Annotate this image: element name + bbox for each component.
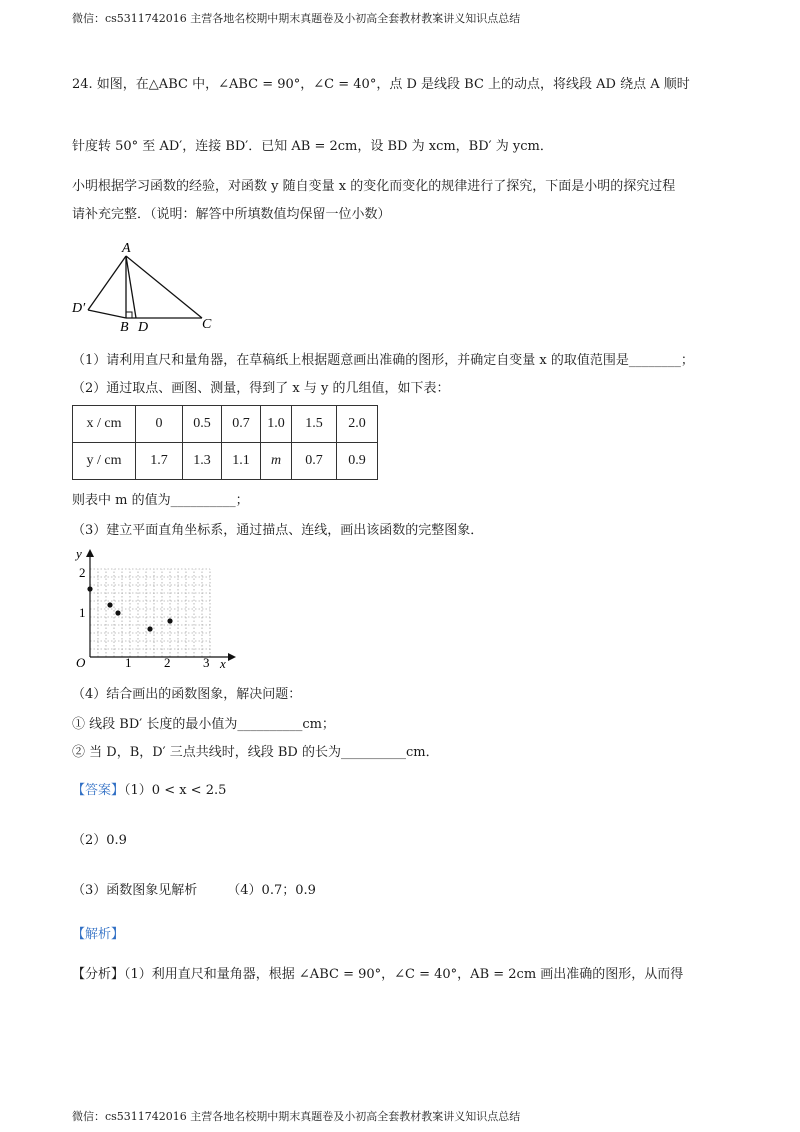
- answer-2: （2）0.9: [72, 833, 127, 848]
- y-cell-m: m: [261, 443, 292, 480]
- segment-AC: [126, 256, 202, 318]
- answer-line-3: [72, 882, 316, 900]
- question-2-fill: 则表中 m 的值为__________；: [72, 493, 249, 508]
- analysis-line: [72, 966, 683, 984]
- y-header: y / cm: [73, 443, 136, 480]
- triangle-figure: [68, 238, 228, 338]
- question-4: （4）结合画出的函数图象，解决问题：: [72, 687, 302, 702]
- x-tick-label: 3: [203, 655, 210, 670]
- y-cell: 0.7: [292, 443, 337, 480]
- table-row-y: [73, 443, 378, 480]
- question-1: （1）请利用直尺和量角器，在草稿纸上根据题意画出准确的图形，并确定自变量 x 的取值范围是________；: [72, 353, 694, 368]
- x-cell: 0.5: [183, 406, 222, 443]
- y-tick-label: 2: [79, 565, 86, 580]
- x-tick-label: 2: [164, 655, 171, 670]
- x-tick-label: 1: [125, 655, 132, 670]
- data-point: [167, 618, 172, 623]
- problem-line-1: 24. 如图，在△ABC 中，∠ABC = 90°，∠C = 40°，点 D 是线段 BC 上的动点，将线段 AD 绕点 A 顺时: [72, 77, 690, 92]
- label-D: D: [138, 320, 149, 335]
- xy-table: [72, 405, 378, 480]
- y-tick-label: 1: [79, 605, 86, 620]
- coordinate-graph: [68, 545, 243, 670]
- answer-4: （4）0.7；0.9: [227, 883, 316, 898]
- y-cell: 1.1: [222, 443, 261, 480]
- label-C: C: [202, 317, 212, 332]
- x-axis-arrow: [228, 653, 236, 661]
- x-cell: 0.7: [222, 406, 261, 443]
- y-axis-arrow: [86, 549, 94, 557]
- page-footer: 微信：cs5311742016 主营各地名校期中期末真题卷及小初高全套教材教案讲义知识点总结: [72, 1110, 521, 1123]
- analysis-tag: 【解析】: [72, 927, 125, 942]
- data-point: [115, 610, 120, 615]
- segment-AD-prime: [88, 256, 126, 310]
- answer-tag: 【答案】: [72, 783, 125, 798]
- y-cell: 0.9: [337, 443, 378, 480]
- question-4-part-2: ② 当 D，B，D′ 三点共线时，线段 BD 的长为__________cm．: [72, 745, 439, 760]
- answer-line-1: [72, 782, 226, 800]
- problem-line-2: 针度转 50° 至 AD′，连接 BD′．已知 AB = 2cm，设 BD 为 xcm，BD′ 为 ycm．: [72, 139, 553, 154]
- answer-1: （1）0 < x < 2.5: [124, 783, 227, 798]
- y-cell: 1.3: [183, 443, 222, 480]
- data-point: [147, 626, 152, 631]
- answer-3: （3）函数图象见解析: [72, 883, 198, 898]
- segment-D-prime-B: [88, 310, 126, 318]
- y-axis-label: y: [76, 546, 82, 561]
- x-header: x / cm: [73, 406, 136, 443]
- fenxi-text: （1）利用直尺和量角器，根据 ∠ABC = 90°，∠C = 40°，AB = 2cm 画出准确的图形，从而得: [124, 967, 684, 982]
- problem-line-3: 小明根据学习函数的经验，对函数 y 随自变量 x 的变化而变化的规律进行了探究，下面是小明的探究过程: [72, 179, 676, 194]
- question-4-part-1: ① 线段 BD′ 长度的最小值为__________cm；: [72, 717, 335, 732]
- x-cell: 2.0: [337, 406, 378, 443]
- label-A: A: [122, 241, 131, 256]
- page-header: 微信：cs5311742016 主营各地名校期中期末真题卷及小初高全套教材教案讲义知识点总结: [72, 12, 521, 25]
- label-D-prime: D′: [72, 301, 86, 316]
- data-point: [107, 602, 112, 607]
- right-angle-mark: [126, 312, 132, 318]
- data-point: [87, 586, 92, 591]
- x-cell: 0: [136, 406, 183, 443]
- segment-AD: [126, 256, 136, 318]
- question-3: （3）建立平面直角坐标系，通过描点、连线，画出该函数的完整图象．: [72, 523, 484, 538]
- table-row-x: [73, 406, 378, 443]
- graph-grid: [90, 569, 210, 657]
- origin-label: O: [76, 655, 86, 670]
- x-cell: 1.0: [261, 406, 292, 443]
- x-cell: 1.5: [292, 406, 337, 443]
- x-axis-label: x: [220, 656, 226, 670]
- question-2: （2）通过取点、画图、测量，得到了 x 与 y 的几组值，如下表：: [72, 381, 450, 396]
- problem-line-4: 请补充完整．（说明：解答中所填数值均保留一位小数）: [72, 207, 391, 222]
- y-cell: 1.7: [136, 443, 183, 480]
- fenxi-tag: 【分析】: [72, 967, 125, 982]
- label-B: B: [120, 320, 129, 335]
